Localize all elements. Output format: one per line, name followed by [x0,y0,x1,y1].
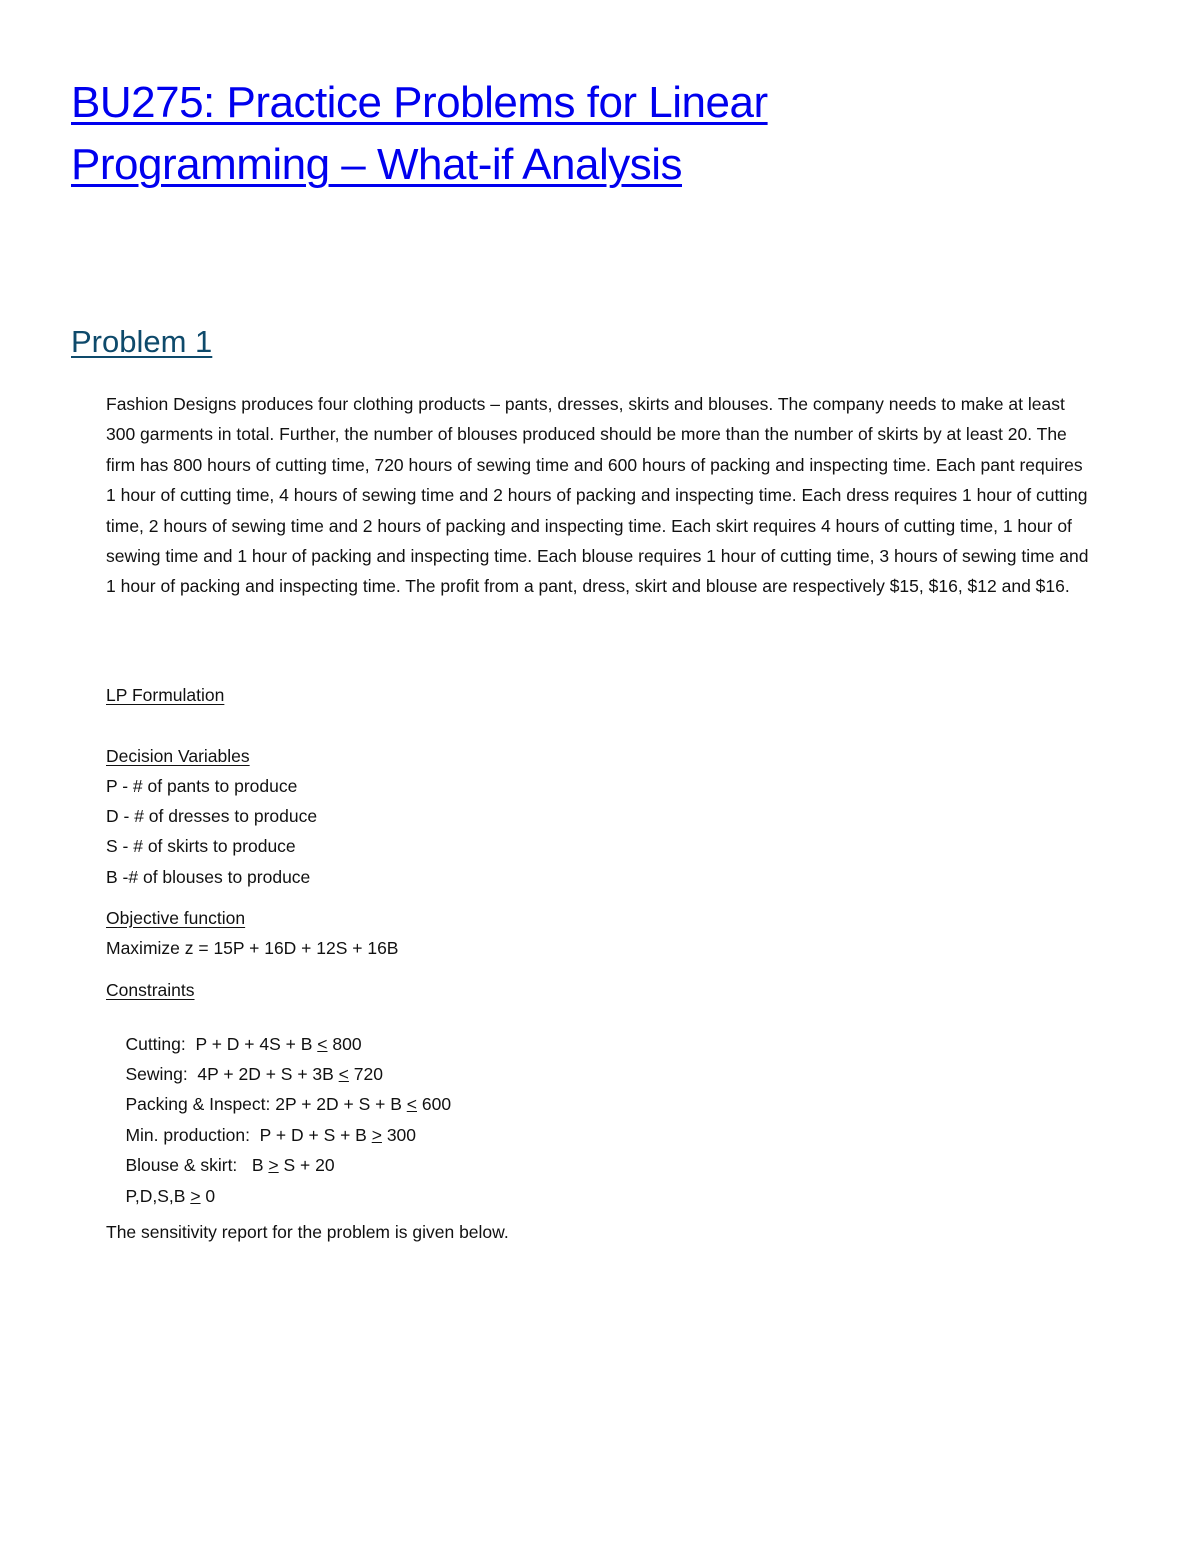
objective-heading: Objective function [106,908,246,928]
inequality-symbol: < [406,1094,417,1114]
decision-variables-heading: Decision Variables [106,746,250,766]
inequality-symbol: > [190,1186,201,1206]
constraints-heading: Constraints [106,980,195,1000]
constraint-rhs: S + 20 [278,1155,335,1175]
constraint-rhs: 600 [417,1094,452,1114]
decision-variable-item: P - # of pants to produce [106,776,298,796]
problem-heading[interactable]: Problem 1 [71,324,213,359]
constraint-rhs: 0 [200,1186,216,1206]
constraint-lhs: Min. production: P + D + S + B [125,1125,372,1145]
constraint-lhs: Cutting: P + D + 4S + B [125,1034,318,1054]
constraint-rhs: 720 [348,1064,383,1084]
constraint-rhs: 300 [381,1125,417,1145]
constraint-rhs: 800 [327,1034,362,1054]
constraint-lhs: Blouse & skirt: B [125,1155,269,1175]
inequality-symbol: > [371,1125,382,1145]
decision-variable-item: S - # of skirts to produce [106,836,296,856]
closing-text: The sensitivity report for the problem is given below. [106,1222,509,1242]
inequality-symbol: < [338,1064,349,1084]
decision-variable-item: D - # of dresses to produce [106,806,318,826]
problem-description: Fashion Designs produces four clothing products – pants, dresses, skirts and blouses. The company needs to make at least 300 garments in total. Further, the number of blouses produced should be more than the number of skirts by at least 20. The firm has 800 hours of cutting time, 720 hours of sewing time and 600 hours of packing and inspecting time. Each pant requires 1 hour of cutting time, 4 hours of sewing time and 2 hours of packing and inspecting time. Each dress requires 1 hour of cutting time, 2 hours of sewing time and 2 hours of packing and inspecting time. Each skirt requires 4 hours of cutting time, 1 hour of sewing time and 1 hour of packing and inspecting time. Each blouse requires 1 hour of cutting time, 3 hours of sewing time and 1 hour of packing and inspecting time. The profit from a pant, dress, skirt and blouse are respectively $15, $16, $12 and $16. [106,394,1089,597]
constraint-lhs: Packing & Inspect: 2P + 2D + S + B [125,1094,407,1114]
constraint-lhs: Sewing: 4P + 2D + S + 3B [125,1064,339,1084]
decision-variable-item: B -# of blouses to produce [106,867,311,887]
document-title[interactable]: BU275: Practice Problems for Linear Programming – What-if Analysis [71,78,768,189]
lp-formulation-heading: LP Formulation [106,685,225,705]
constraint-lhs: P,D,S,B [125,1186,191,1206]
objective-expression: Maximize z = 15P + 16D + 12S + 16B [106,938,399,958]
inequality-symbol: < [317,1034,328,1054]
inequality-symbol: > [268,1155,279,1175]
